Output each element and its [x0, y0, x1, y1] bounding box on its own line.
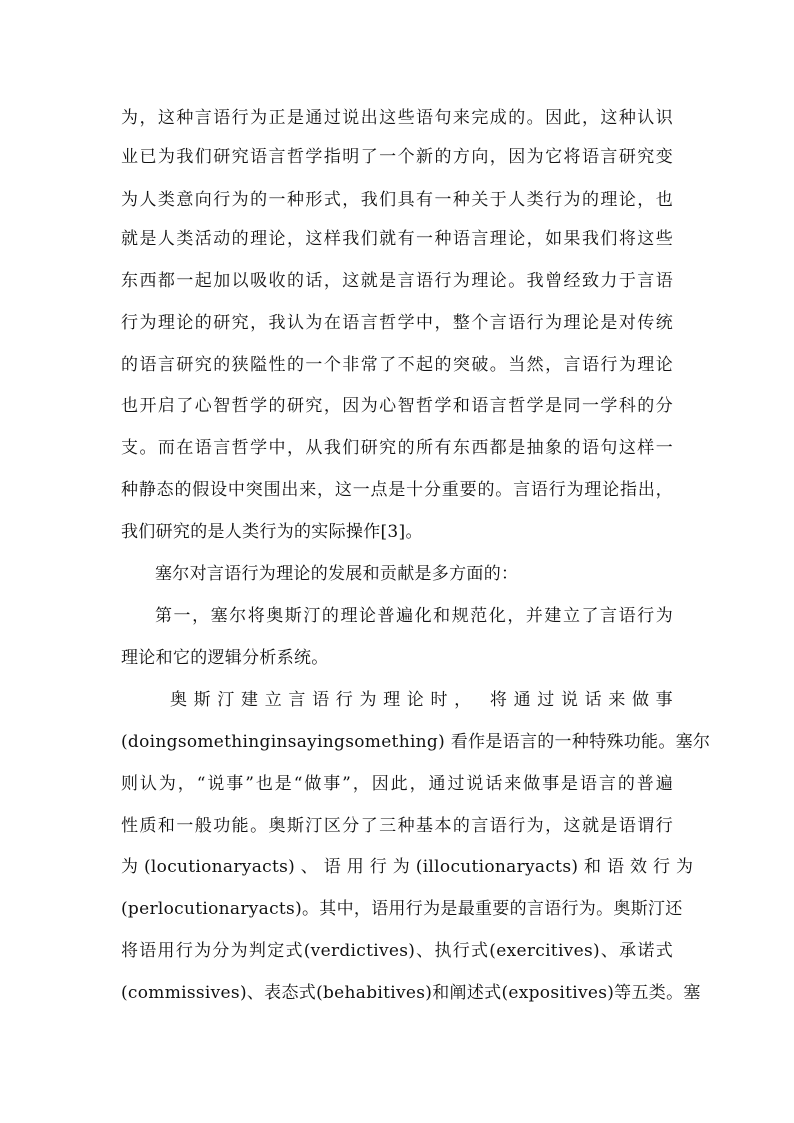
text-line: (commissives)、表态式(behabitives)和阐述式(expositives)等五类。塞: [121, 983, 701, 1003]
text-line: 则认为，“说事”也是“做事”，因此，通过说话来做事是语言的普遍: [121, 774, 673, 794]
text-line: 为人类意向行为的一种形式，我们具有一种关于人类行为的理论，也: [121, 190, 673, 210]
text-line: 支。而在语言哲学中，从我们研究的所有东西都是抽象的语句这样一: [121, 438, 673, 458]
text-line: 将语用行为分为判定式(verdictives)、执行式(exercitives)、承诺式: [121, 941, 673, 961]
text-line: (perlocutionaryacts)。其中，语用行为是最重要的言语行为。奥斯汀还: [121, 899, 683, 919]
text-line: 业已为我们研究语言哲学指明了一个新的方向，因为它将语言研究变: [121, 147, 673, 167]
text-line: 东西都一起加以吸收的话，这就是言语行为理论。我曾经致力于言语: [121, 271, 673, 291]
text-line: 我们研究的是人类行为的实际操作[3]。: [121, 522, 423, 542]
text-line: 为，这种言语行为正是通过说出这些语句来完成的。因此，这种认识: [121, 108, 673, 128]
text-line: 奥斯汀建立言语行为理论时， 将通过说话来做事: [170, 690, 673, 710]
text-line: 为 (locutionaryacts) 、 语 用 行 为 (illocutionaryacts) 和 语 效 行 为: [121, 857, 694, 877]
text-line: 性质和一般功能。奥斯汀区分了三种基本的言语行为，这就是语谓行: [121, 816, 673, 836]
text-line: (doingsomethinginsayingsomething) 看作是语言的一种特殊功能。塞尔: [121, 732, 711, 752]
text-line: 就是人类活动的理论，这样我们就有一种语言理论，如果我们将这些: [121, 229, 673, 249]
text-line: 理论和它的逻辑分析系统。: [121, 648, 329, 668]
text-line: 种静态的假设中突围出来，这一点是十分重要的。言语行为理论指出，: [121, 480, 673, 500]
text-line: 行为理论的研究，我认为在语言哲学中，整个言语行为理论是对传统: [121, 313, 673, 333]
text-line: 也开启了心智哲学的研究，因为心智哲学和语言哲学是同一学科的分: [121, 396, 673, 416]
text-line: 塞尔对言语行为理论的发展和贡献是多方面的：: [155, 564, 519, 584]
text-line: 第一，塞尔将奥斯汀的理论普遍化和规范化，并建立了言语行为: [155, 606, 673, 626]
text-line: 的语言研究的狭隘性的一个非常了不起的突破。当然，言语行为理论: [121, 355, 673, 375]
